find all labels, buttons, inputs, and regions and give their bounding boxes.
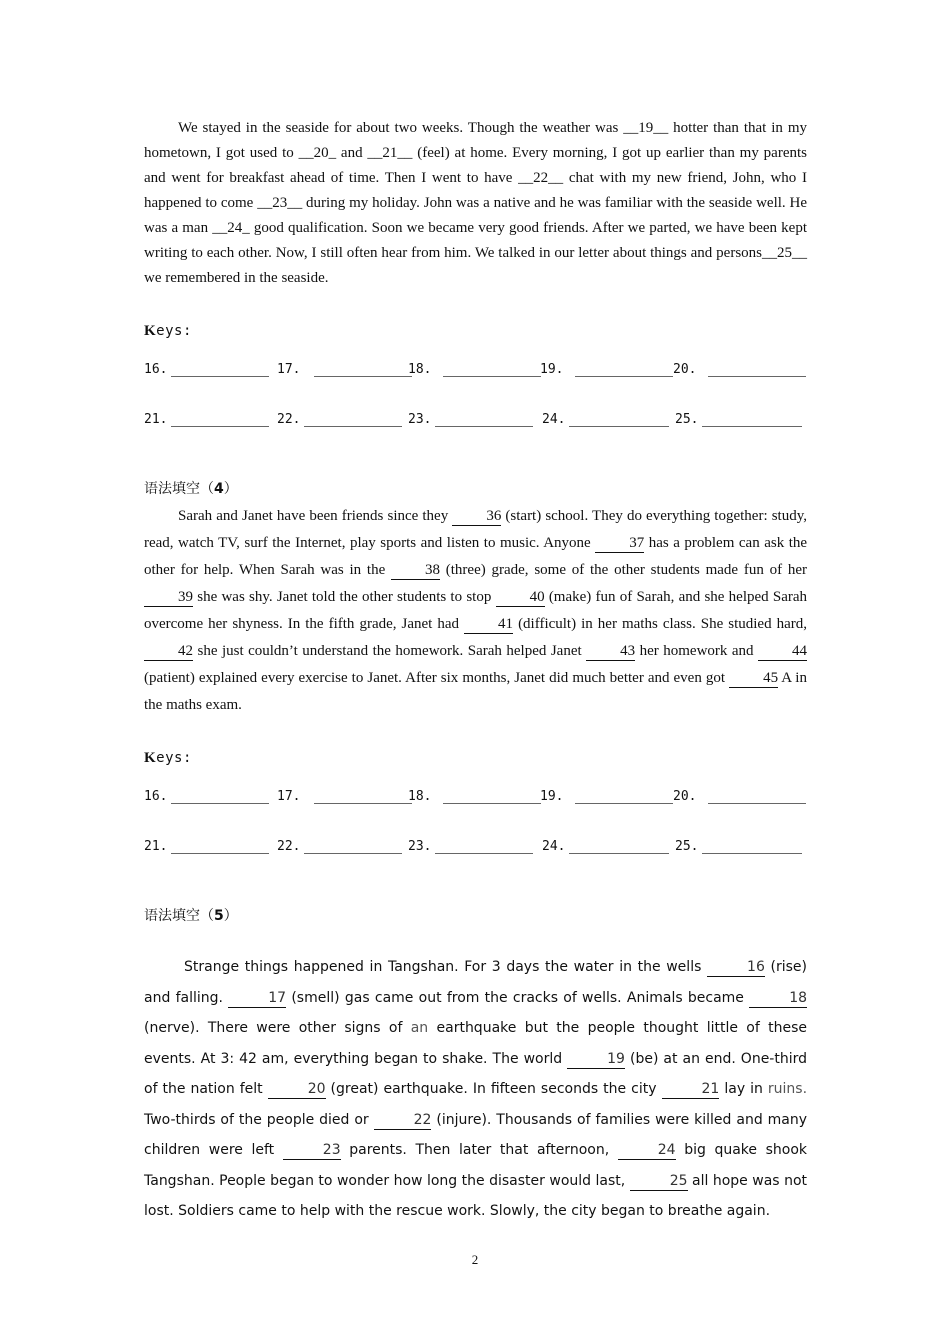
answer-slot[interactable]: 17. [277,362,412,377]
blank-37[interactable]: 37 [595,535,644,553]
blank-18[interactable]: 18 [749,990,807,1008]
section-4-heading: 语法填空（4） [144,481,238,497]
blank-22[interactable]: 22 [374,1112,432,1130]
blank-43[interactable]: 43 [586,643,635,661]
answer-row-4b [144,839,807,859]
answer-slot[interactable]: 18. [408,789,541,804]
answer-slot[interactable]: 20. [673,789,806,804]
passage-4: Sarah and Janet have been friends since they 36 (start) school. They do everything together: study, read, watch TV, surf the Internet, play sports and listen to music. Anyone 37 has a problem can ask the other for help. When Sarah was in the 38 (three) grade, some of the other students made fun of her 39 she was shy. Janet told the other students to stop 40 (make) fun of Sarah, and she helped Sarah overcome her shyness. In the fifth grade, Janet had 41 (difficult) in her maths class. She studied hard, 42 she just couldn’t understand the homework. Sarah helped Janet 43 her homework and 44 (patient) explained every exercise to Janet. After six months, Janet did much better and even got 45 A in the maths exam. [144,508,808,713]
answer-slot[interactable]: 22. [277,412,402,427]
answer-slot[interactable]: 19. [540,362,673,377]
answer-slot[interactable]: 21. [144,412,269,427]
answer-slot[interactable]: 20. [673,362,806,377]
blank-38[interactable]: 38 [391,562,440,580]
answer-slot[interactable]: 22. [277,839,402,854]
passage-3-text: We stayed in the seaside for about two weeks. Though the weather was __19__ hotter than that in my hometown, I got used to __20_ and __21__ (feel) at home. Every morning, I got up earlier than my parents and went for breakfast ahead of time. Then I went to have __22__ chat with my new friend, John, who I happened to come __23__ during my holiday. John was a native and he was familiar with the seaside well. He was a man __24_ good qualification. Soon we became very good friends. After we parted, we have been kept writing to each other. Now, I still often hear from him. We talked in our letter about things and persons__25__ we remembered in the seaside. [144,120,807,286]
answer-slot[interactable]: 16. [144,789,269,804]
keys-label-4: Keys: [144,750,192,766]
answer-slot[interactable]: 24. [542,412,669,427]
blank-41[interactable]: 41 [464,616,513,634]
blank-25[interactable]: 25 [630,1173,688,1191]
answer-row-3a [144,362,807,382]
section-5-heading: 语法填空（5） [144,908,238,924]
passage-3 [144,116,807,291]
answer-slot[interactable]: 18. [408,362,541,377]
blank-42[interactable]: 42 [144,643,193,661]
page-number: 2 [471,1252,479,1267]
answer-row-4a [144,789,807,809]
keys-label-3: Keys: [144,323,192,339]
blank-21[interactable]: 21 [662,1081,720,1099]
answer-slot[interactable]: 16. [144,362,269,377]
blank-36[interactable]: 36 [452,508,501,526]
blank-20[interactable]: 20 [268,1081,326,1099]
blank-16[interactable]: 16 [707,959,765,977]
blank-40[interactable]: 40 [496,589,545,607]
blank-23[interactable]: 23 [283,1142,341,1160]
answer-slot[interactable]: 25. [675,839,802,854]
blank-19[interactable]: 19 [567,1051,625,1069]
passage-5: Strange things happened in Tangshan. For 3 days the water in the wells 16 (rise) and falling. 17 (smell) gas came out from the cracks of wells. Animals became 18 (nerve). There were other signs of an earthquake but the people thought little of these events. At 3: 42 am, everything began to shake. The world 19 (be) at an end. One-third of the nation felt 20 (great) earthquake. In fifteen seconds the city 21 lay in ruins. Two-thirds of the people died or 22 (injure). Thousands of families were killed and many children were left 23 parents. Then later that afternoon, 24 big quake shook Tangshan. People began to wonder how long the disaster would last, 25 all hope was not lost. Soldiers came to help with the rescue work. Slowly, the city began to breathe again. [144,959,808,1219]
answer-slot[interactable]: 17. [277,789,412,804]
blank-17[interactable]: 17 [228,990,286,1008]
blank-39[interactable]: 39 [144,589,193,607]
blank-44[interactable]: 44 [758,643,807,661]
answer-row-3b [144,412,807,432]
blank-45[interactable]: 45 [729,670,778,688]
answer-slot[interactable]: 23. [408,839,533,854]
answer-slot[interactable]: 24. [542,839,669,854]
answer-slot[interactable]: 25. [675,412,802,427]
answer-slot[interactable]: 23. [408,412,533,427]
answer-slot[interactable]: 21. [144,839,269,854]
blank-24[interactable]: 24 [618,1142,676,1160]
answer-slot[interactable]: 19. [540,789,673,804]
